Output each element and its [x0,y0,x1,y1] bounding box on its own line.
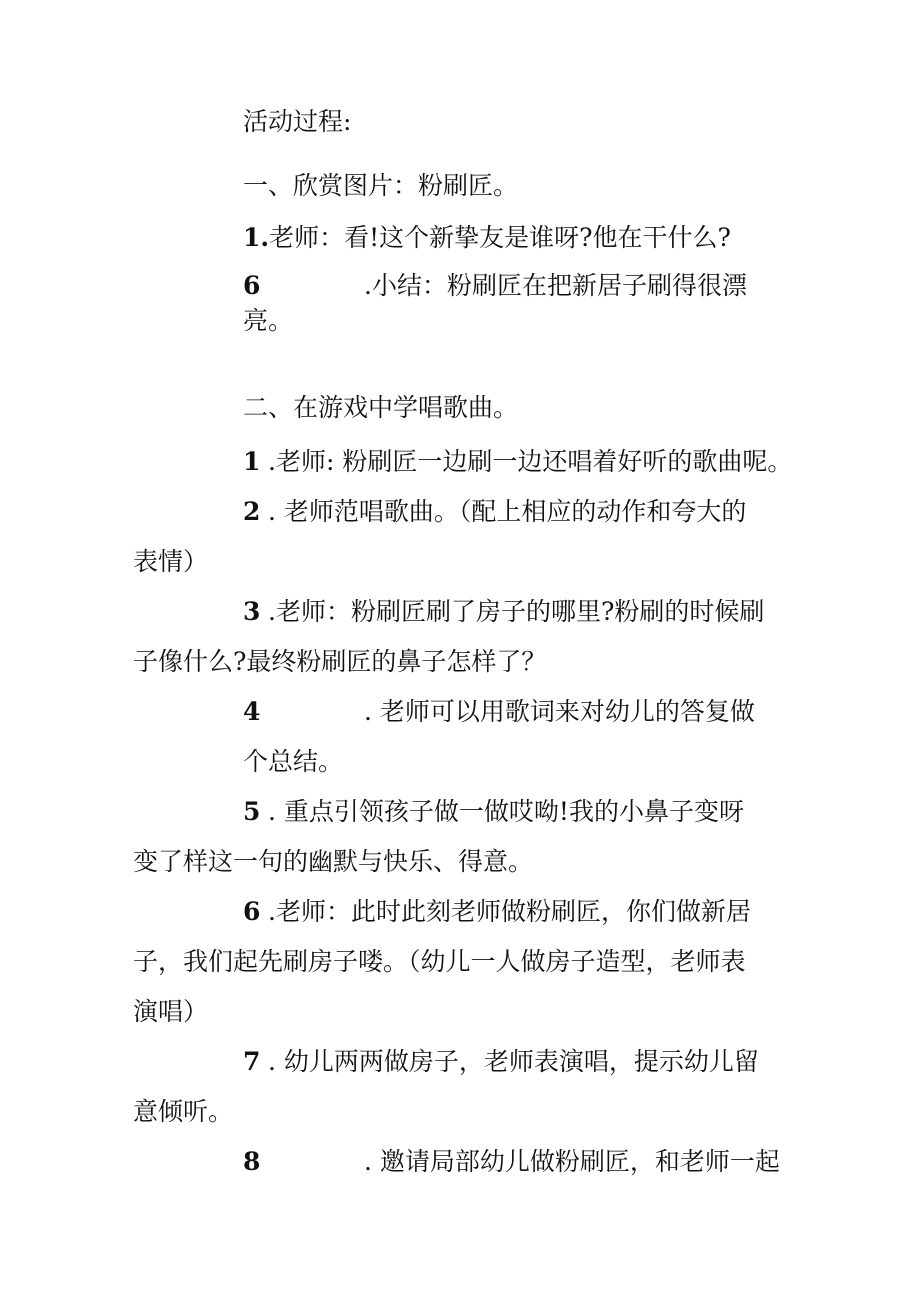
item-number: 1. [243,223,270,252]
section-2-item-3-continuation: 子像什么?最终粉刷匠的鼻子怎样了？ [133,647,547,676]
section-2-item-6-text: .老师：此时此刻老师做粉刷匠，你们做新居 [268,897,751,926]
section-2-item-4-number: 4 [243,697,261,726]
section-2-item-7-continuation: 意倾听。 [133,1097,234,1126]
section-2-item-3-number: 3 [243,597,261,626]
section-2-item-4-text: . 老师可以用歌词来对幼儿的答复做 [364,697,755,726]
section-1-item-6-number: 6 [243,271,261,300]
section-2-item-5-continuation: 变了样这一句的幽默与快乐、得意。 [133,847,534,876]
section-2-item-7-number: 7 [243,1047,261,1076]
section-2-item-6-continuation: 子，我们起先刷房子喽。（幼儿一人做房子造型，老师表 [133,947,746,976]
section-2-item-5-text: . 重点引领孩子做一做哎呦!我的小鼻子变呀 [268,797,744,826]
section-1-item-6-continuation: 亮。 [243,306,294,335]
section-2-item-5-number: 5 [243,797,261,826]
section-1-item-1 [243,222,731,254]
section-2-item-1-number: 1 [243,447,261,476]
section-2-title: 二、在游戏中学唱歌曲。 [243,393,519,422]
heading: 活动过程: [243,107,352,136]
section-1-title: 一、欣赏图片：粉刷匠。 [243,171,519,200]
item-text: 老师：看!这个新挚友是谁呀?他在干什么? [269,223,731,252]
section-2-item-2-continuation: 表情） [133,547,209,576]
section-2-item-7-text: . 幼儿两两做房子，老师表演唱，提示幼儿留 [268,1047,759,1076]
section-2-item-8-number: 8 [243,1147,261,1176]
section-2-item-2-text: . 老师范唱歌曲。（配上相应的动作和夸大的 [268,497,747,526]
section-2-item-2-number: 2 [243,497,261,526]
section-2-item-8-text: . 邀请局部幼儿做粉刷匠，和老师一起 [364,1147,780,1176]
section-2-item-1-text: .老师: 粉刷匠一边刷一边还唱着好听的歌曲呢。 [268,447,793,476]
section-2-item-6-continuation-2: 演唱） [133,997,209,1026]
section-2-item-6-number: 6 [243,897,261,926]
section-2-item-3-text: .老师：粉刷匠刷了房子的哪里?粉刷的时候刷 [268,597,765,626]
section-2-item-4-continuation: 个总结。 [243,747,344,776]
section-1-item-6-text: .小结：粉刷匠在把新居子刷得很漂 [364,271,747,300]
